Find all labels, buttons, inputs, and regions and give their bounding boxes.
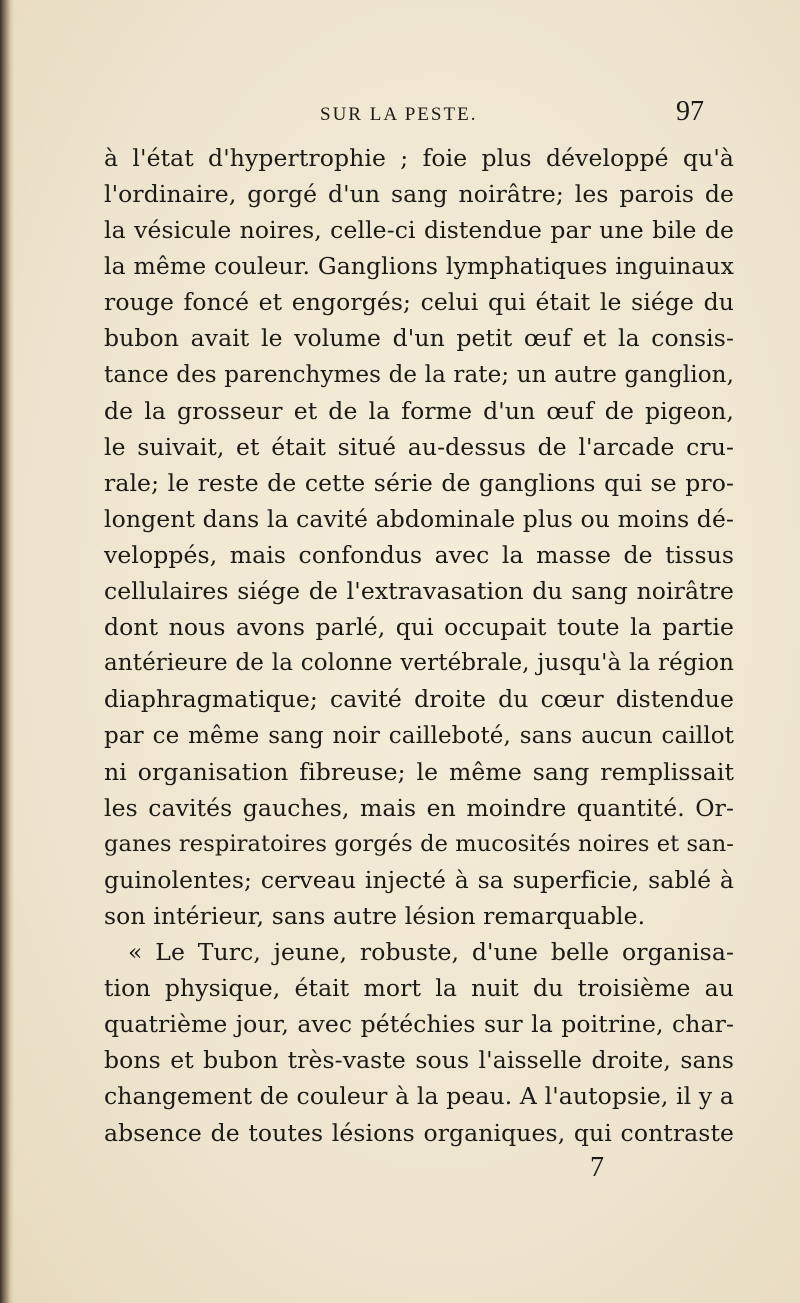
text-line: longent dans la cavité abdominale plus ou moins dé- [104,504,734,533]
text-line: changement de couleur à la peau. A l'autopsie, il y a [104,1082,734,1111]
text-line: quatrième jour, avec pétéchies sur la poitrine, char- [104,1010,734,1039]
text-line: ganes respiratoires gorgés de mucosités noires et san- [104,830,734,857]
text-line: ni organisation fibreuse; le même sang remplissait [104,757,734,786]
text-line: « Le Turc, jeune, robuste, d'une belle organisa- [128,938,734,967]
book-spine-shadow [0,0,14,1303]
text-line: antérieure de la colonne vertébrale, jusqu'à la région [104,650,734,677]
text-line: diaphragmatique; cavité droite du cœur distendue [104,685,734,714]
text-line: le suivait, et était situé au-dessus de l'arcade cru- [104,432,734,461]
running-head [0,96,800,136]
running-title: SUR LA PESTE. [320,104,478,125]
text-line: la vésicule noires, celle-ci distendue par une bile de [104,216,734,245]
text-line: rouge foncé et engorgés; celui qui était le siége du [104,288,734,317]
text-line: la même couleur. Ganglions lymphatiques inguinaux [104,252,734,281]
text-line: veloppés, mais confondus avec la masse de tissus [104,541,734,570]
text-line: tance des parenchymes de la rate; un autre ganglion, [104,361,734,388]
text-line: absence de toutes lésions organiques, qui contraste [104,1118,734,1147]
text-line: cellulaires siége de l'extravasation du sang noirâtre [104,577,734,606]
text-line: son intérieur, sans autre lésion remarquable. [104,901,646,930]
text-line: dont nous avons parlé, qui occupait toute la partie [104,613,734,642]
text-line: rale; le reste de cette série de ganglions qui se pro- [104,468,734,497]
text-line: à l'état d'hypertrophie ; foie plus développé qu'à [104,144,734,172]
page-number: 97 [676,96,704,127]
text-line: guinolentes; cerveau injecté à sa superficie, sablé à [104,865,734,894]
signature-mark: 7 [590,1152,604,1183]
text-line: l'ordinaire, gorgé d'un sang noirâtre; les parois de [104,180,734,209]
text-line: par ce même sang noir caillеboté, sans aucun caillot [104,722,734,749]
text-line: bons et bubon très-vaste sous l'aisselle droite, sans [104,1046,734,1075]
text-line: tion physique, était mort la nuit du troisième au [104,974,734,1003]
text-line: les cavités gauches, mais en moindre quantité. Or- [104,793,734,822]
text-line: bubon avait le volume d'un petit œuf et la consis- [104,324,734,353]
text-line: de la grosseur et de la forme d'un œuf de pigeon, [104,396,734,425]
body-text [104,140,734,1151]
